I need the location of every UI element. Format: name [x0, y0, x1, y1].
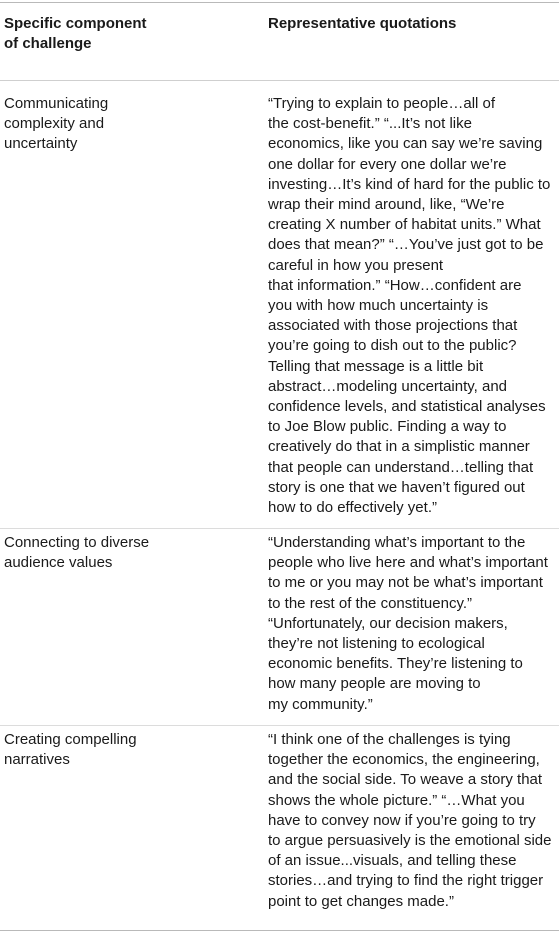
row-3-component: Creating compelling narratives — [4, 731, 137, 769]
table-bottom-rule — [0, 930, 559, 931]
header-rule — [0, 80, 559, 81]
row-1-quotation: “Trying to explain to people…all of the cost-benefit.” “...It’s not like economics, like you can say we’re saving one dollar for every one dollar we’re investing…It’s kind of hard for the public to wrap their mind around, like, “We’re creating X number of habitat units.” What does that mean?” “…You’ve just got to be careful in how you present that information.” “How…confident are you with how much uncertainty is associated with those projections that you’re going to dish out to the public? Telling that message is a little bit abstract…modeling uncertainty, and confidence levels, and statistical analyses to Joe Blow public. Finding a way to creatively do that in a simplistic manner that people can understand…telling that story is one that we haven’t figured out how to do effectively yet.” — [268, 95, 551, 517]
row-2-quotation: “Understanding what’s important to the people who live here and what’s important to me or you may not be what’s important to the rest of the constituency.” “Unfortunately, our decision makers, they’re not listening to ecological economic benefits. They’re listening to how many people are moving to my community.” — [268, 534, 548, 713]
row-3-quotation: “I think one of the challenges is tying together the economics, the engineering, and the social side. To weave a story that shows the whole picture.” “…What you have to convey now if you’re going to try to argue persuasively is the emotional side of an issue...visuals, and telling these stories…and trying to find the right trigger point to get changes made.” — [268, 731, 552, 910]
row-divider-2 — [0, 725, 559, 726]
row-1-component: Communicating complexity and uncertainty — [4, 95, 109, 153]
table-top-rule — [0, 2, 559, 3]
row-divider-1 — [0, 528, 559, 529]
header-quotations: Representative quotations — [268, 15, 457, 32]
row-2-component: Connecting to diverse audience values — [4, 534, 150, 572]
header-component: Specific component of challenge — [4, 15, 147, 52]
